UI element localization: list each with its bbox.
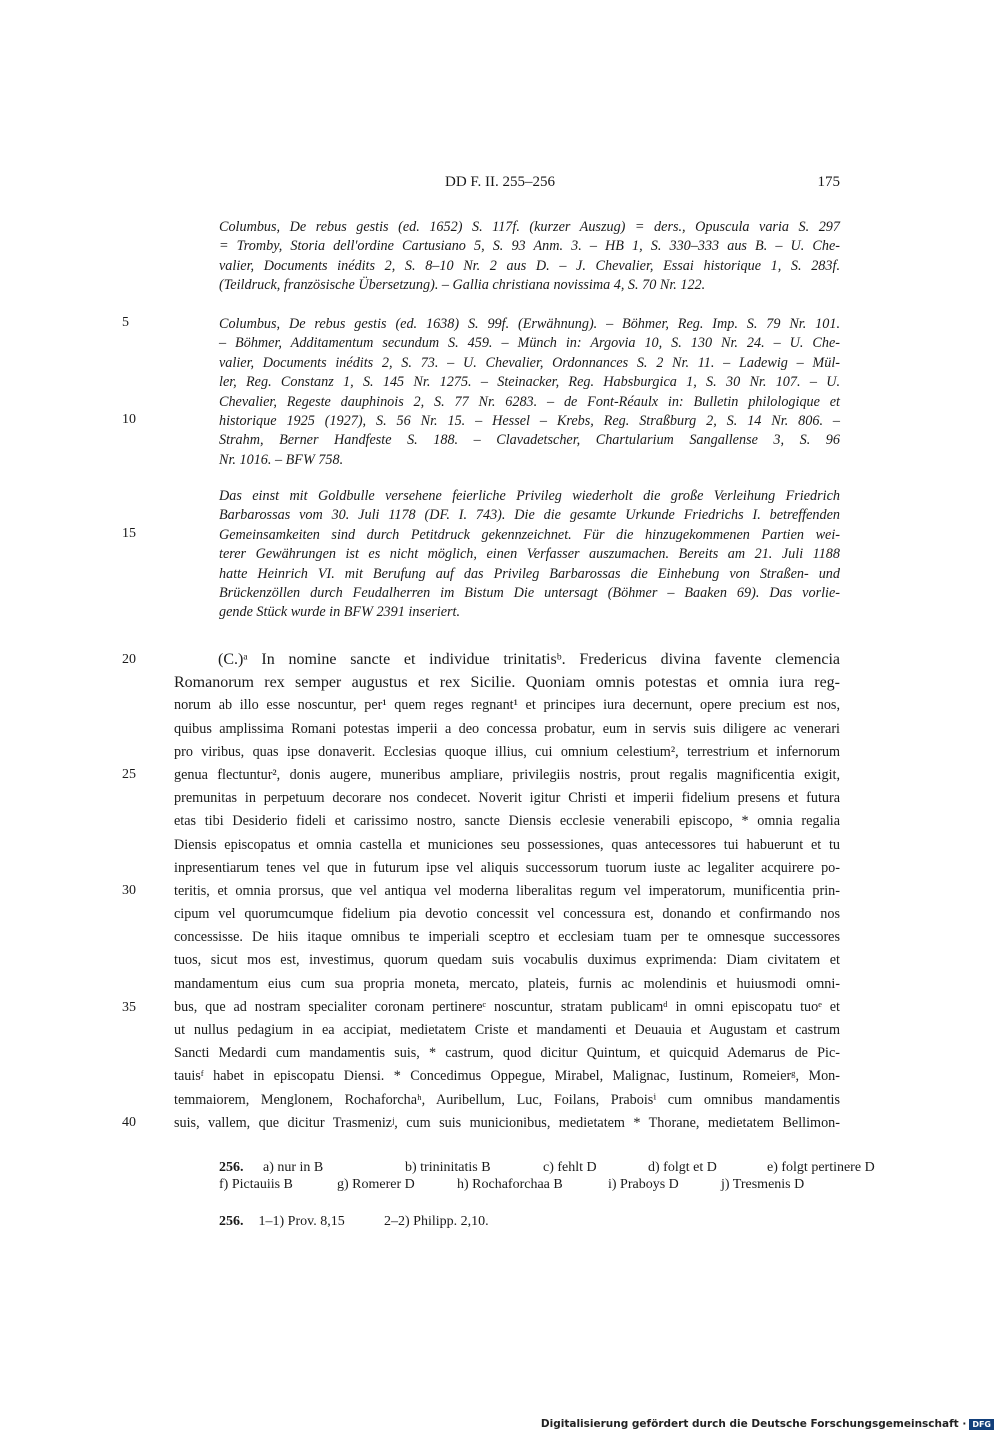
line-number: 15	[122, 526, 136, 541]
textual-apparatus	[219, 1159, 875, 1193]
reference-label: 256.	[219, 1214, 244, 1229]
text-line: Strahm, Berner Handfeste S. 188. – Clavadetscher, Chartularium Sangallense 3, S. 96	[219, 432, 840, 449]
apparatus-note: h) Rochaforchaa B	[457, 1177, 563, 1192]
text-line: gende Stück wurde in BFW 2391 inseriert.	[219, 604, 461, 621]
apparatus-label: 256.	[219, 1160, 244, 1175]
text-line: premunitas in perpetuum decorare nos condecet. Noverit igitur Christi et imperii fidelium presens et futura	[174, 790, 840, 807]
text-line: Sancti Medardi cum mandamentis suis, * castrum, quod dicitur Quintum, et quicquid Ademarus de Pic-	[174, 1045, 840, 1062]
apparatus-note: e) folgt pertinere D	[767, 1160, 875, 1175]
apparatus-note: g) Romerer D	[337, 1177, 415, 1192]
text-line: concessisse. De hiis itaque omnibus te imperiali sceptro et ecclesiam tuam per te omnesque successores	[174, 929, 840, 946]
text-line: mandamentum eius cum sua propria moneta, mercato, plateis, furnis ac molendinis et huiusmodi omni-	[174, 975, 840, 992]
dfg-logo: DFG	[969, 1419, 994, 1430]
text-line: valier, Documents inédits 2, S. 73. – U. Chevalier, Ordonnances S. 2 Nr. 11. – Ladewig – Mül-	[219, 354, 840, 371]
text-line: bus, que ad nostram specialiter coronam pertinereᶜ noscuntur, stratam publicamᵈ in omni episcopatu tuoᵉ et	[174, 998, 840, 1015]
text-line: quibus amplissima Romani potestas imperii a deo concessa probatur, eum in servis suis diligere ac venerari	[174, 720, 840, 737]
text-line: norum ab illo esse noscuntur, per¹ quem reges regnant¹ et principes iura decernunt, opere precium est nos,	[174, 697, 840, 714]
line-number: 35	[122, 1000, 136, 1015]
text-line: = Tromby, Storia dell'ordine Cartusiano 5, S. 93 Anm. 3. – HB 1, S. 330–333 aus B. – U. Che-	[219, 238, 840, 255]
reference-note: 1–1) Prov. 8,15	[258, 1214, 345, 1229]
line-number: 40	[122, 1115, 136, 1130]
text-line: inpresentiarum tenes vel que in futurum ipse vel aliquis successorum tuorum iuste ac legaliter acquirere po-	[174, 859, 840, 876]
text-line: etas tibi Desiderio fideli et carissimo nostro, sancte Diensis ecclesie venerabili episcopo, * omnia regalia	[174, 813, 840, 830]
apparatus-note: c) fehlt D	[543, 1160, 597, 1175]
charter-text	[174, 648, 840, 1135]
text-line: Columbus, De rebus gestis (ed. 1652) S. 117f. (kurzer Auszug) = ders., Opuscula varia S. 297	[219, 219, 840, 235]
text-line: cipum vel quorumcumque fidelium pia devotio concessit vel concessura est, donando et confirmando nos	[174, 906, 840, 923]
text-line: (Teildruck, französische Übersetzung). – Gallia christiana novissima 4, S. 70 Nr. 122.	[219, 277, 706, 294]
apparatus-note: i) Praboys D	[608, 1177, 679, 1192]
text-line: Brückenzöllen durch Feudalherren im Bistum Die untersagt (Böhmer – Baaken 69). Das vorlie-	[219, 584, 840, 601]
line-number: 25	[122, 767, 136, 782]
text-line: valier, Documents inédits 2, S. 8–10 Nr. 2 aus D. – J. Chevalier, Essai historique 1, S. 283f.	[219, 257, 840, 274]
apparatus-note: j) Tresmenis D	[721, 1177, 805, 1192]
text-line: ler, Reg. Constanz 1, S. 145 Nr. 1275. – Steinacker, Reg. Habsburgica 1, S. 30 Nr. 107. – U.	[219, 374, 840, 391]
apparatus-note: f) Pictauiis B	[219, 1177, 293, 1192]
text-line: Romanorum rex semper augustus et rex Sicilie. Quoniam omnis potestas et omnia iura reg-	[174, 674, 840, 692]
text-line: tuos, sicut mos est, investimus, quorum quedam suis vocabulis duximus exprimenda: Diam civitatem et	[174, 952, 840, 969]
text-line: terer Gewährungen ist es nicht möglich, einen Verfasser auszumachen. Bereits am 21. Juli 1188	[219, 546, 840, 563]
text-line: hatte Heinrich VI. mit Berufung auf das Privileg Barbarossas die Einhebung von Straßen- und	[219, 565, 840, 582]
source-references	[219, 1214, 489, 1230]
regesta-paragraph	[219, 315, 840, 470]
funding-footer	[541, 1418, 994, 1430]
commentary-paragraph	[219, 487, 840, 623]
line-number: 20	[122, 652, 136, 667]
text-line: Das einst mit Goldbulle versehene feierliche Privileg wiederholt die große Verleihung Friedrich	[219, 488, 840, 504]
funding-text: Digitalisierung gefördert durch die Deutsche Forschungsgemeinschaft ·	[540, 1418, 967, 1430]
text-line: teritis, et omnia prorsus, que vel antiqua vel moderna liberalitas regum vel imperatorum, munificentia prin-	[174, 882, 840, 899]
text-line: Diensis episcopatus et omnia castella et municiones seu possessiones, quas antecessores tui habuerunt et tu	[174, 836, 840, 853]
apparatus-note: b) trininitatis B	[405, 1160, 491, 1175]
text-line: suis, vallem, que dicitur Trasmenizʲ, cum suis municionibus, medietatem * Thorane, medietatem Bellimon-	[174, 1114, 840, 1131]
apparatus-note: d) folgt et D	[648, 1160, 717, 1175]
page-number: 175	[817, 174, 840, 190]
apparatus-note: a) nur in B	[263, 1160, 324, 1175]
text-line: – Böhmer, Additamentum secundum S. 459. – Münch in: Argovia 10, S. 130 Nr. 24. – U. Che-	[219, 335, 840, 352]
line-number: 10	[122, 412, 136, 427]
text-line: Columbus, De rebus gestis (ed. 1638) S. 99f. (Erwähnung). – Böhmer, Reg. Imp. S. 79 Nr. 101.	[219, 316, 840, 332]
running-header-title: DD F. II. 255–256	[445, 174, 556, 190]
text-line: pro viribus, quas ipse donaverit. Ecclesias quoque illius, cui omnium celestium², terrestrium et infernorum	[174, 743, 840, 760]
text-line: Chevalier, Regeste dauphinois 2, S. 77 Nr. 6283. – de Font-Réaulx in: Bulletin philologique et	[219, 393, 840, 410]
text-line: historique 1925 (1927), S. 56 Nr. 15. – Hessel – Krebs, Reg. Straßburg 2, S. 14 Nr. 806. –	[219, 412, 840, 429]
text-line: temmaiorem, Menglonem, Rochaforchaʰ, Auribellum, Luc, Foilans, Praboisⁱ cum omnibus mandamentis	[174, 1091, 840, 1108]
text-line: Nr. 1016. – BFW 758.	[219, 451, 344, 468]
text-line: tauisᶠ habet in episcopatu Diensi. * Concedimus Oppegue, Mirabel, Malignac, Iustinum, Romeierᵍ, Mon-	[174, 1068, 840, 1085]
editions-paragraph	[219, 218, 840, 296]
reference-note: 2–2) Philipp. 2,10.	[384, 1214, 489, 1229]
text-line: Barbarossas vom 30. Juli 1178 (DF. I. 743). Die die gesamte Urkunde Friedrichs I. betreffenden	[219, 507, 840, 524]
text-line: ut nullus pedagium in ea accipiat, medietatem Criste et mandamenti et Deuauia et Augustam et castrum	[174, 1022, 840, 1038]
line-number: 30	[122, 883, 136, 898]
text-line: genua flectuntur², donis augere, muneribus ampliare, privilegiis nostris, prout regalis magnificentia exigit,	[174, 766, 840, 783]
line-number: 5	[122, 315, 129, 330]
text-line: Gemeinsamkeiten sind durch Petitdruck gekennzeichnet. Für die hinzugekommenen Partien wei-	[219, 526, 840, 543]
text-line: (C.)ᵃ In nomine sancte et individue trinitatisᵇ. Fredericus divina favente clemencia	[218, 651, 840, 668]
